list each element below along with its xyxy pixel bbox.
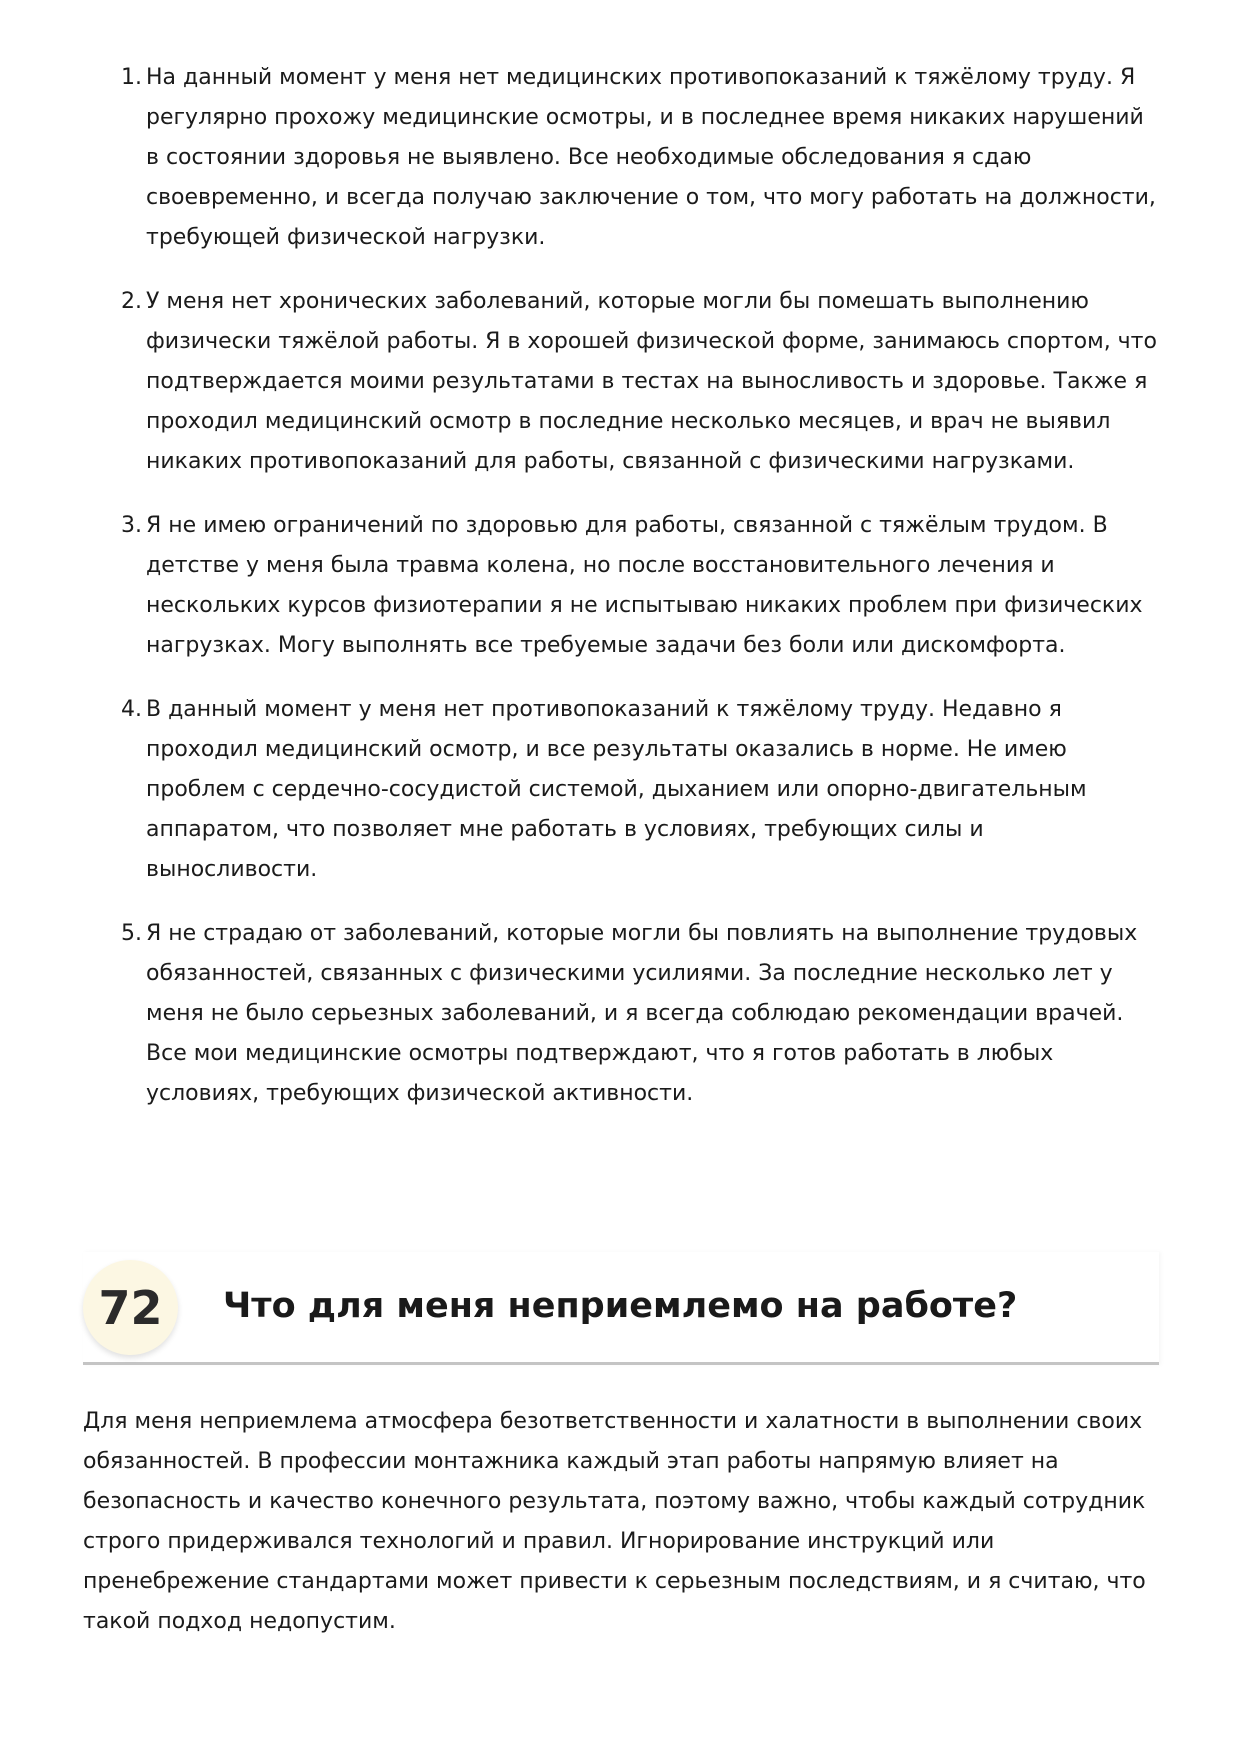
list-item-number: 4. xyxy=(121,697,142,722)
list-item-text: Я не страдаю от заболеваний, которые могли бы повлиять на выполнение трудовых обязанностей, связанных с физическими усилиями. За последние несколько лет у меня не было серьезных заболеваний, и я всегда соблюдаю рекомендации врачей. Все мои медицинские осмотры подтверждают, что я готов работать в любых условиях, требующих физической активности. xyxy=(146,921,1138,1106)
list-item xyxy=(121,58,1161,258)
answers-list xyxy=(121,58,1161,1138)
list-item-text: На данный момент у меня нет медицинских противопоказаний к тяжёлому труду. Я регулярно прохожу медицинские осмотры, и в последнее время никаких нарушений в состоянии здоровья не выявлено. Все необходимые обследования я сдаю своевременно, и всегда получаю заключение о том, что могу работать на должности, требующей физической нагрузки. xyxy=(146,65,1156,250)
section-header xyxy=(83,1252,1159,1365)
list-item-text: У меня нет хронических заболеваний, которые могли бы помешать выполнению физически тяжёлой работы. Я в хорошей физической форме, занимаюсь спортом, что подтверждается моими результатами в тестах на выносливость и здоровье. Также я проходил медицинский осмотр в последние несколько месяцев, и врач не выявил никаких противопоказаний для работы, связанной с физическими нагрузками. xyxy=(146,289,1157,474)
section-title: Что для меня неприемлемо на работе? xyxy=(223,1286,1018,1326)
section-number-badge: 72 xyxy=(83,1260,178,1355)
list-item-text: Я не имею ограничений по здоровью для работы, связанной с тяжёлым трудом. В детстве у меня была травма колена, но после восстановительного лечения и нескольких курсов физиотерапии я не испытываю никаких проблем при физических нагрузках. Могу выполнять все требуемые задачи без боли или дискомфорта. xyxy=(146,513,1143,658)
list-item xyxy=(121,914,1161,1114)
list-item xyxy=(121,282,1161,482)
list-item-number: 5. xyxy=(121,921,142,946)
list-item xyxy=(121,690,1161,890)
list-item xyxy=(121,506,1161,666)
list-item-number: 3. xyxy=(121,513,142,538)
list-item-number: 1. xyxy=(121,65,142,90)
list-item-text: В данный момент у меня нет противопоказаний к тяжёлому труду. Недавно я проходил медицинский осмотр, и все результаты оказались в норме. Не имею проблем с сердечно-сосудистой системой, дыханием или опорно-двигательным аппаратом, что позволяет мне работать в условиях, требующих силы и выносливости. xyxy=(146,697,1087,882)
list-item-number: 2. xyxy=(121,289,142,314)
section-body: Для меня неприемлема атмосфера безответственности и халатности в выполнении своих обязанностей. В профессии монтажника каждый этап работы напрямую влияет на безопасность и качество конечного результата, поэтому важно, чтобы каждый сотрудник строго придерживался технологий и правил. Игнорирование инструкций или пренебрежение стандартами может привести к серьезным последствиям, и я считаю, что такой подход недопустим. xyxy=(83,1409,1146,1634)
